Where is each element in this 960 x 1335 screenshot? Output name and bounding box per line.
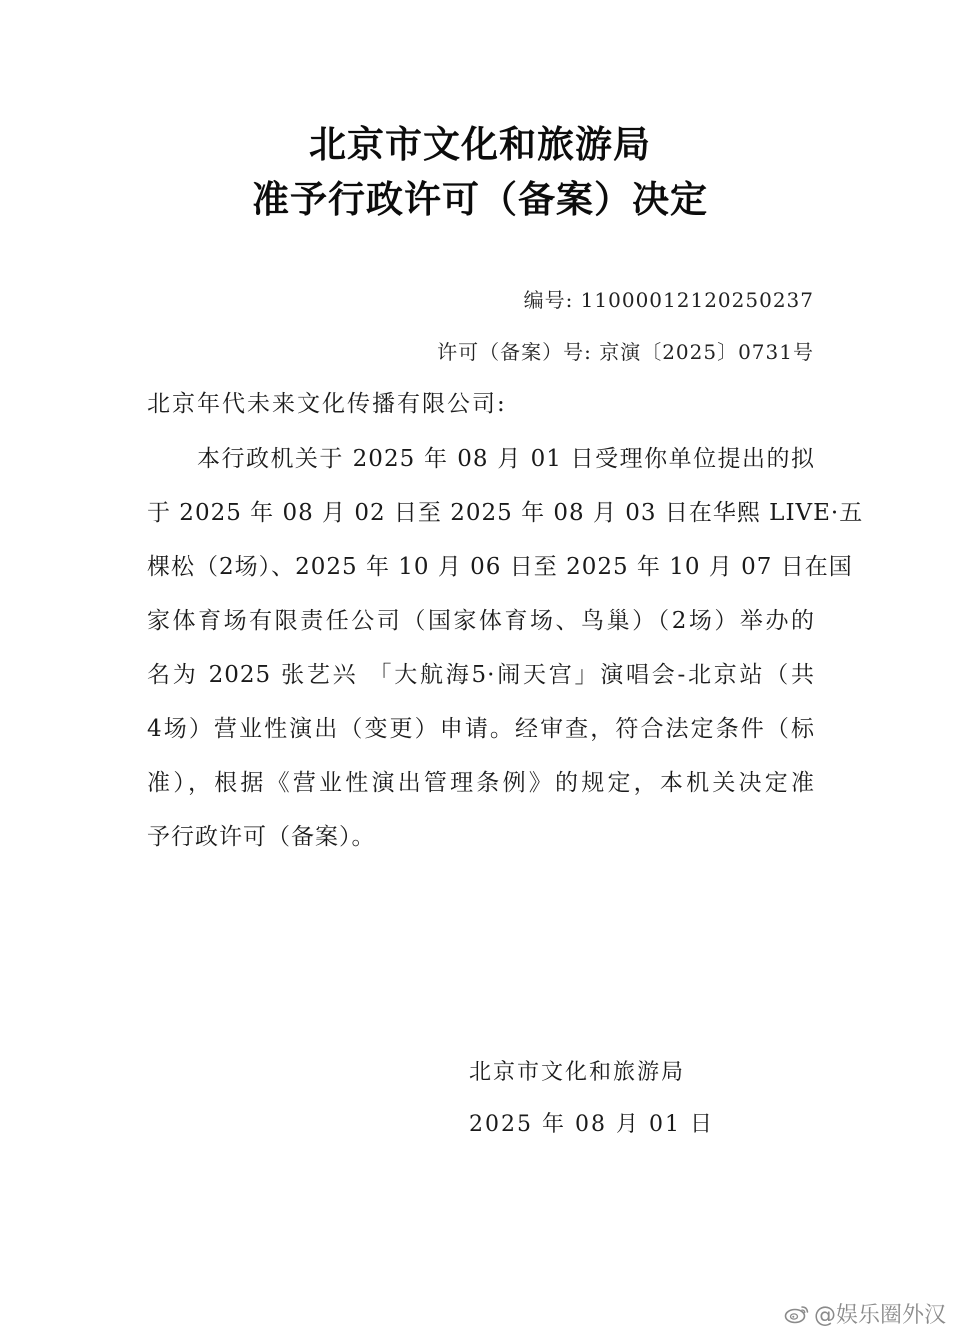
watermark [784, 1298, 946, 1329]
reference-number: 编号: 11000012120250237 [523, 288, 814, 312]
body-line: 4场）营业性演出（变更）申请。经审查，符合法定条件（标 [147, 716, 815, 742]
decision-body [147, 432, 864, 864]
signature-organization: 北京市文化和旅游局 [469, 1060, 686, 1085]
document-title-line1: 北京市文化和旅游局 [309, 123, 651, 166]
signature-date: 2025 年 08 月 01 日 [469, 1112, 714, 1137]
body-line: 准），根据《营业性演出管理条例》的规定，本机关决定准 [147, 770, 815, 796]
body-line: 予行政许可（备案）。 [147, 824, 376, 850]
watermark-text: @娱乐圈外汉 [813, 1303, 946, 1328]
body-line: 家体育场有限责任公司（国家体育场、鸟巢）（2场）举办的 [147, 608, 815, 634]
body-line: 本行政机关于 2025 年 08 月 01 日受理你单位提出的拟 [197, 446, 815, 472]
addressee: 北京年代未来文化传播有限公司: [147, 391, 507, 417]
license-number: 许可（备案）号: 京演〔2025〕0731号 [437, 340, 814, 364]
document-title-line2: 准予行政许可（备案）决定 [252, 178, 708, 221]
body-line: 棵松（2场）、2025 年 10 月 06 日至 2025 年 10 月 07 日在国 [147, 554, 853, 580]
body-line: 名为 2025 张艺兴 「大航海5·闹天宫」演唱会-北京站（共 [147, 662, 815, 688]
body-line: 于 2025 年 08 月 02 日至 2025 年 08 月 03 日在华熙 LIVE·五 [147, 500, 864, 526]
weibo-icon [784, 1304, 810, 1324]
